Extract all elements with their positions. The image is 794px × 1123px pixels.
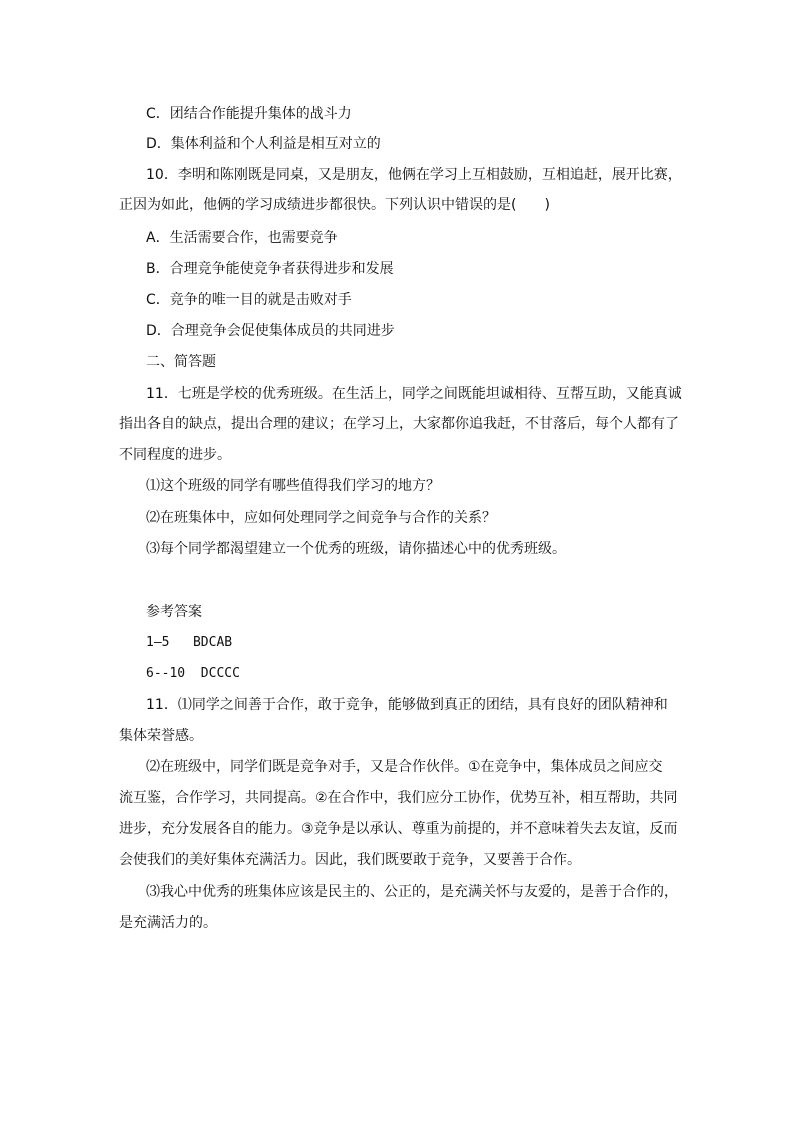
answer-11-3-line-1: ⑶我心中优秀的班集体应该是民主的、公正的，是充满关怀与友爱的，是善于合作的， — [146, 884, 678, 900]
answer-11-2-line-3: 进步，充分发展各自的能力。③竞争是以承认、尊重为前提的，并不意味着失去友谊，反而 — [119, 821, 678, 837]
section-title: 二、简答题 — [146, 354, 216, 370]
answers-row-1: 1—5 BDCAB — [146, 635, 233, 650]
answer-11-2-line-4: 会使我们的美好集体充满活力。因此，我们既要敢于竞争，又要善于合作。 — [119, 852, 581, 868]
q11-sub-1: ⑴这个班级的同学有哪些值得我们学习的地方？ — [146, 478, 440, 494]
q10-option-b: B．合理竞争能使竞争者获得进步和发展 — [146, 261, 394, 277]
q11-sub-3: ⑶每个同学都渴望建立一个优秀的班级，请你描述心中的优秀班级。 — [146, 541, 566, 557]
q11-stem-line-3: 不同程度的进步。 — [119, 447, 231, 463]
q11-sub-2: ⑵在班集体中，应如何处理同学之间竞争与合作的关系？ — [146, 510, 496, 526]
q10-stem-line-2: 正因为如此，他俩的学习成绩进步都很快。下列认识中错误的是( ) — [119, 197, 550, 213]
q10-option-d: D．合理竞争会促使集体成员的共同进步 — [146, 323, 395, 339]
answers-row-2: 6--10 DCCCC — [146, 666, 240, 681]
q11-stem-line-1: 11．七班是学校的优秀班级。在生活上，同学之间既能坦诚相待、互帮互助，又能真诚 — [146, 386, 682, 402]
q11-stem-line-2: 指出各自的缺点，提出合理的建议；在学习上，大家都你追我赶，不甘落后，每个人都有了 — [119, 416, 679, 432]
q10-option-a: A．生活需要合作，也需要竞争 — [146, 230, 338, 246]
answer-11-2-line-1: ⑵在班级中，同学们既是竞争对手，又是合作伙伴。①在竞争中，集体成员之间应交 — [146, 759, 663, 775]
q9-option-d: D．集体利益和个人利益是相互对立的 — [146, 136, 381, 152]
answer-11-3-line-2: 是充满活力的。 — [119, 915, 217, 931]
q10-option-c: C．竞争的唯一目的就是击败对手 — [146, 292, 352, 308]
answer-11-1-line-2: 集体荣誉感。 — [119, 728, 203, 744]
answer-11-1-line-1: 11．⑴同学之间善于合作，敢于竞争，能够做到真正的团结，具有良好的团队精神和 — [146, 697, 668, 713]
answer-11-2-line-2: 流互鉴，合作学习，共同提高。②在合作中，我们应分工协作，优势互补，相互帮助，共同 — [119, 790, 678, 806]
q9-option-c: C．团结合作能提升集体的战斗力 — [146, 106, 352, 122]
answers-title: 参考答案 — [146, 604, 202, 620]
q10-stem-line-1: 10．李明和陈刚既是同桌，又是朋友，他俩在学习上互相鼓励，互相追赶，展开比赛， — [146, 167, 682, 183]
